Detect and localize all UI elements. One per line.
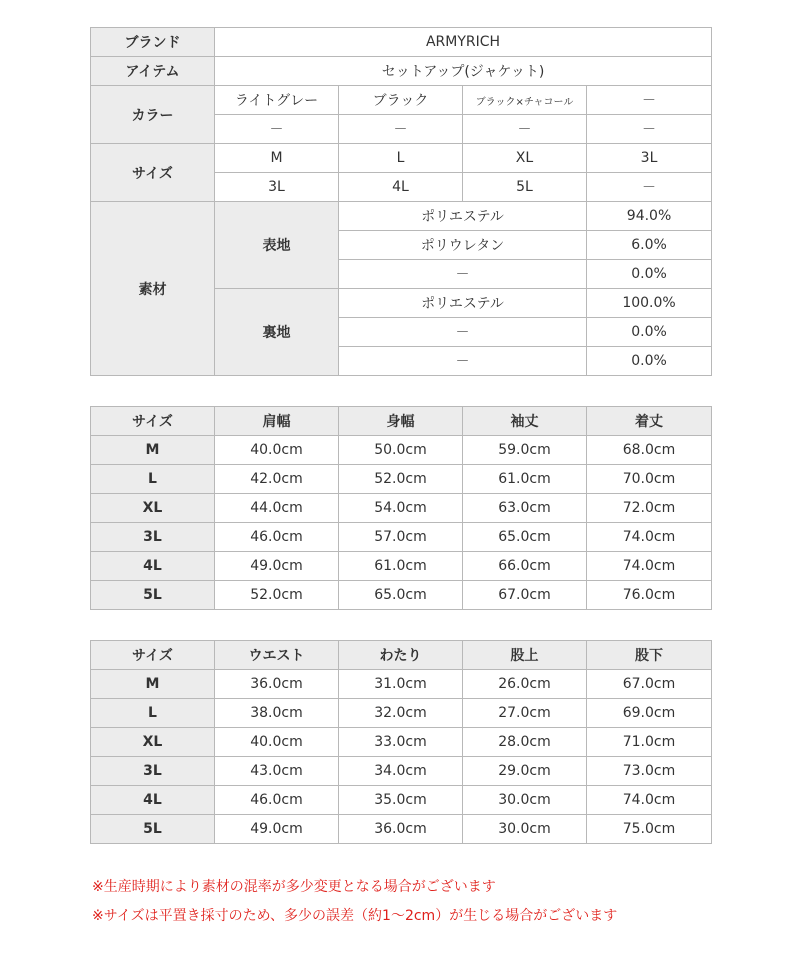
table-cell: 70.0cm	[587, 465, 712, 494]
material-percent: 0.0%	[587, 318, 712, 347]
table-cell: 36.0cm	[215, 670, 339, 699]
table-cell: 31.0cm	[339, 670, 463, 699]
column-header: 着丈	[587, 407, 712, 436]
column-header: 身幅	[339, 407, 463, 436]
jacket-size-table	[90, 406, 712, 610]
table-cell: 32.0cm	[339, 699, 463, 728]
table-cell: 63.0cm	[463, 494, 587, 523]
table-cell: 30.0cm	[463, 815, 587, 844]
table-cell: 74.0cm	[587, 523, 712, 552]
table-row	[91, 786, 712, 815]
size-cell: 3L	[91, 757, 215, 786]
size-cell: L	[339, 144, 463, 173]
column-header: 袖丈	[463, 407, 587, 436]
material-label: 素材	[91, 202, 215, 376]
table-row	[91, 552, 712, 581]
brand-row	[91, 28, 712, 57]
column-header: ウエスト	[215, 641, 339, 670]
column-header: 股下	[587, 641, 712, 670]
table-row	[91, 670, 712, 699]
item-label: アイテム	[91, 57, 215, 86]
color-label: カラー	[91, 86, 215, 144]
size-cell: XL	[463, 144, 587, 173]
material-percent: 100.0%	[587, 289, 712, 318]
table-cell: 74.0cm	[587, 552, 712, 581]
table-cell: 33.0cm	[339, 728, 463, 757]
size-cell: 5L	[463, 173, 587, 202]
material-name: ポリエステル	[339, 202, 587, 231]
size-cell: M	[215, 144, 339, 173]
table-header-row	[91, 407, 712, 436]
size-row	[91, 144, 712, 173]
table-cell: 69.0cm	[587, 699, 712, 728]
size-cell: －	[587, 173, 712, 202]
material-percent: 0.0%	[587, 260, 712, 289]
color-row	[91, 86, 712, 115]
table-row	[91, 436, 712, 465]
size-cell: M	[91, 670, 215, 699]
table-cell: 75.0cm	[587, 815, 712, 844]
table-cell: 38.0cm	[215, 699, 339, 728]
table-row	[91, 494, 712, 523]
material-name: －	[339, 260, 587, 289]
size-cell: XL	[91, 494, 215, 523]
table-cell: 73.0cm	[587, 757, 712, 786]
material-name: ポリウレタン	[339, 231, 587, 260]
brand-label: ブランド	[91, 28, 215, 57]
color-cell: －	[215, 115, 339, 144]
size-cell: 3L	[215, 173, 339, 202]
size-cell: L	[91, 465, 215, 494]
note-measurement-error: ※サイズは平置き採寸のため、多少の誤差（約1～2cm）が生じる場合がございます	[92, 908, 618, 924]
table-row	[91, 465, 712, 494]
color-cell: －	[463, 115, 587, 144]
table-cell: 27.0cm	[463, 699, 587, 728]
table-cell: 50.0cm	[339, 436, 463, 465]
material-name: ポリエステル	[339, 289, 587, 318]
table-cell: 46.0cm	[215, 523, 339, 552]
outer-fabric-label: 表地	[215, 202, 339, 289]
column-header: サイズ	[91, 407, 215, 436]
size-cell: XL	[91, 728, 215, 757]
table-cell: 40.0cm	[215, 436, 339, 465]
table-cell: 49.0cm	[215, 815, 339, 844]
color-cell: ライトグレー	[215, 86, 339, 115]
note-material-ratio: ※生産時期により素材の混率が多少変更となる場合がございます	[92, 879, 496, 895]
size-cell: 4L	[91, 552, 215, 581]
product-spec-table	[90, 27, 712, 376]
lining-label: 裏地	[215, 289, 339, 376]
table-row	[91, 699, 712, 728]
item-value: セットアップ(ジャケット)	[215, 57, 712, 86]
table-cell: 66.0cm	[463, 552, 587, 581]
table-cell: 29.0cm	[463, 757, 587, 786]
table-cell: 46.0cm	[215, 786, 339, 815]
table-cell: 71.0cm	[587, 728, 712, 757]
item-row	[91, 57, 712, 86]
pants-size-table	[90, 640, 712, 844]
table-cell: 65.0cm	[339, 581, 463, 610]
table-cell: 42.0cm	[215, 465, 339, 494]
table-cell: 49.0cm	[215, 552, 339, 581]
material-row	[91, 202, 712, 231]
column-header: わたり	[339, 641, 463, 670]
size-cell: 4L	[91, 786, 215, 815]
size-cell: 5L	[91, 815, 215, 844]
table-cell: 44.0cm	[215, 494, 339, 523]
color-cell: －	[587, 86, 712, 115]
size-label: サイズ	[91, 144, 215, 202]
color-cell: ブラック	[339, 86, 463, 115]
table-header-row	[91, 641, 712, 670]
column-header: 股上	[463, 641, 587, 670]
table-cell: 36.0cm	[339, 815, 463, 844]
table-cell: 35.0cm	[339, 786, 463, 815]
table-cell: 61.0cm	[339, 552, 463, 581]
table-cell: 65.0cm	[463, 523, 587, 552]
table-cell: 28.0cm	[463, 728, 587, 757]
material-name: －	[339, 318, 587, 347]
column-header: 肩幅	[215, 407, 339, 436]
column-header: サイズ	[91, 641, 215, 670]
material-name: －	[339, 347, 587, 376]
table-row	[91, 523, 712, 552]
table-cell: 26.0cm	[463, 670, 587, 699]
table-cell: 34.0cm	[339, 757, 463, 786]
table-cell: 67.0cm	[463, 581, 587, 610]
table-cell: 76.0cm	[587, 581, 712, 610]
table-row	[91, 581, 712, 610]
table-cell: 59.0cm	[463, 436, 587, 465]
size-cell: 3L	[587, 144, 712, 173]
notes	[92, 876, 617, 934]
table-row	[91, 728, 712, 757]
size-cell: 3L	[91, 523, 215, 552]
table-cell: 43.0cm	[215, 757, 339, 786]
table-row	[91, 757, 712, 786]
size-cell: 5L	[91, 581, 215, 610]
table-cell: 30.0cm	[463, 786, 587, 815]
color-cell: －	[339, 115, 463, 144]
color-cell: ブラック×チャコール	[463, 86, 587, 115]
material-percent: 6.0%	[587, 231, 712, 260]
table-row	[91, 815, 712, 844]
table-cell: 40.0cm	[215, 728, 339, 757]
table-cell: 52.0cm	[339, 465, 463, 494]
size-cell: M	[91, 436, 215, 465]
table-cell: 68.0cm	[587, 436, 712, 465]
size-cell: L	[91, 699, 215, 728]
brand-value: ARMYRICH	[215, 28, 712, 57]
material-percent: 94.0%	[587, 202, 712, 231]
table-cell: 67.0cm	[587, 670, 712, 699]
table-cell: 57.0cm	[339, 523, 463, 552]
table-cell: 61.0cm	[463, 465, 587, 494]
table-cell: 52.0cm	[215, 581, 339, 610]
table-cell: 72.0cm	[587, 494, 712, 523]
table-cell: 74.0cm	[587, 786, 712, 815]
table-cell: 54.0cm	[339, 494, 463, 523]
material-percent: 0.0%	[587, 347, 712, 376]
color-cell: －	[587, 115, 712, 144]
size-cell: 4L	[339, 173, 463, 202]
